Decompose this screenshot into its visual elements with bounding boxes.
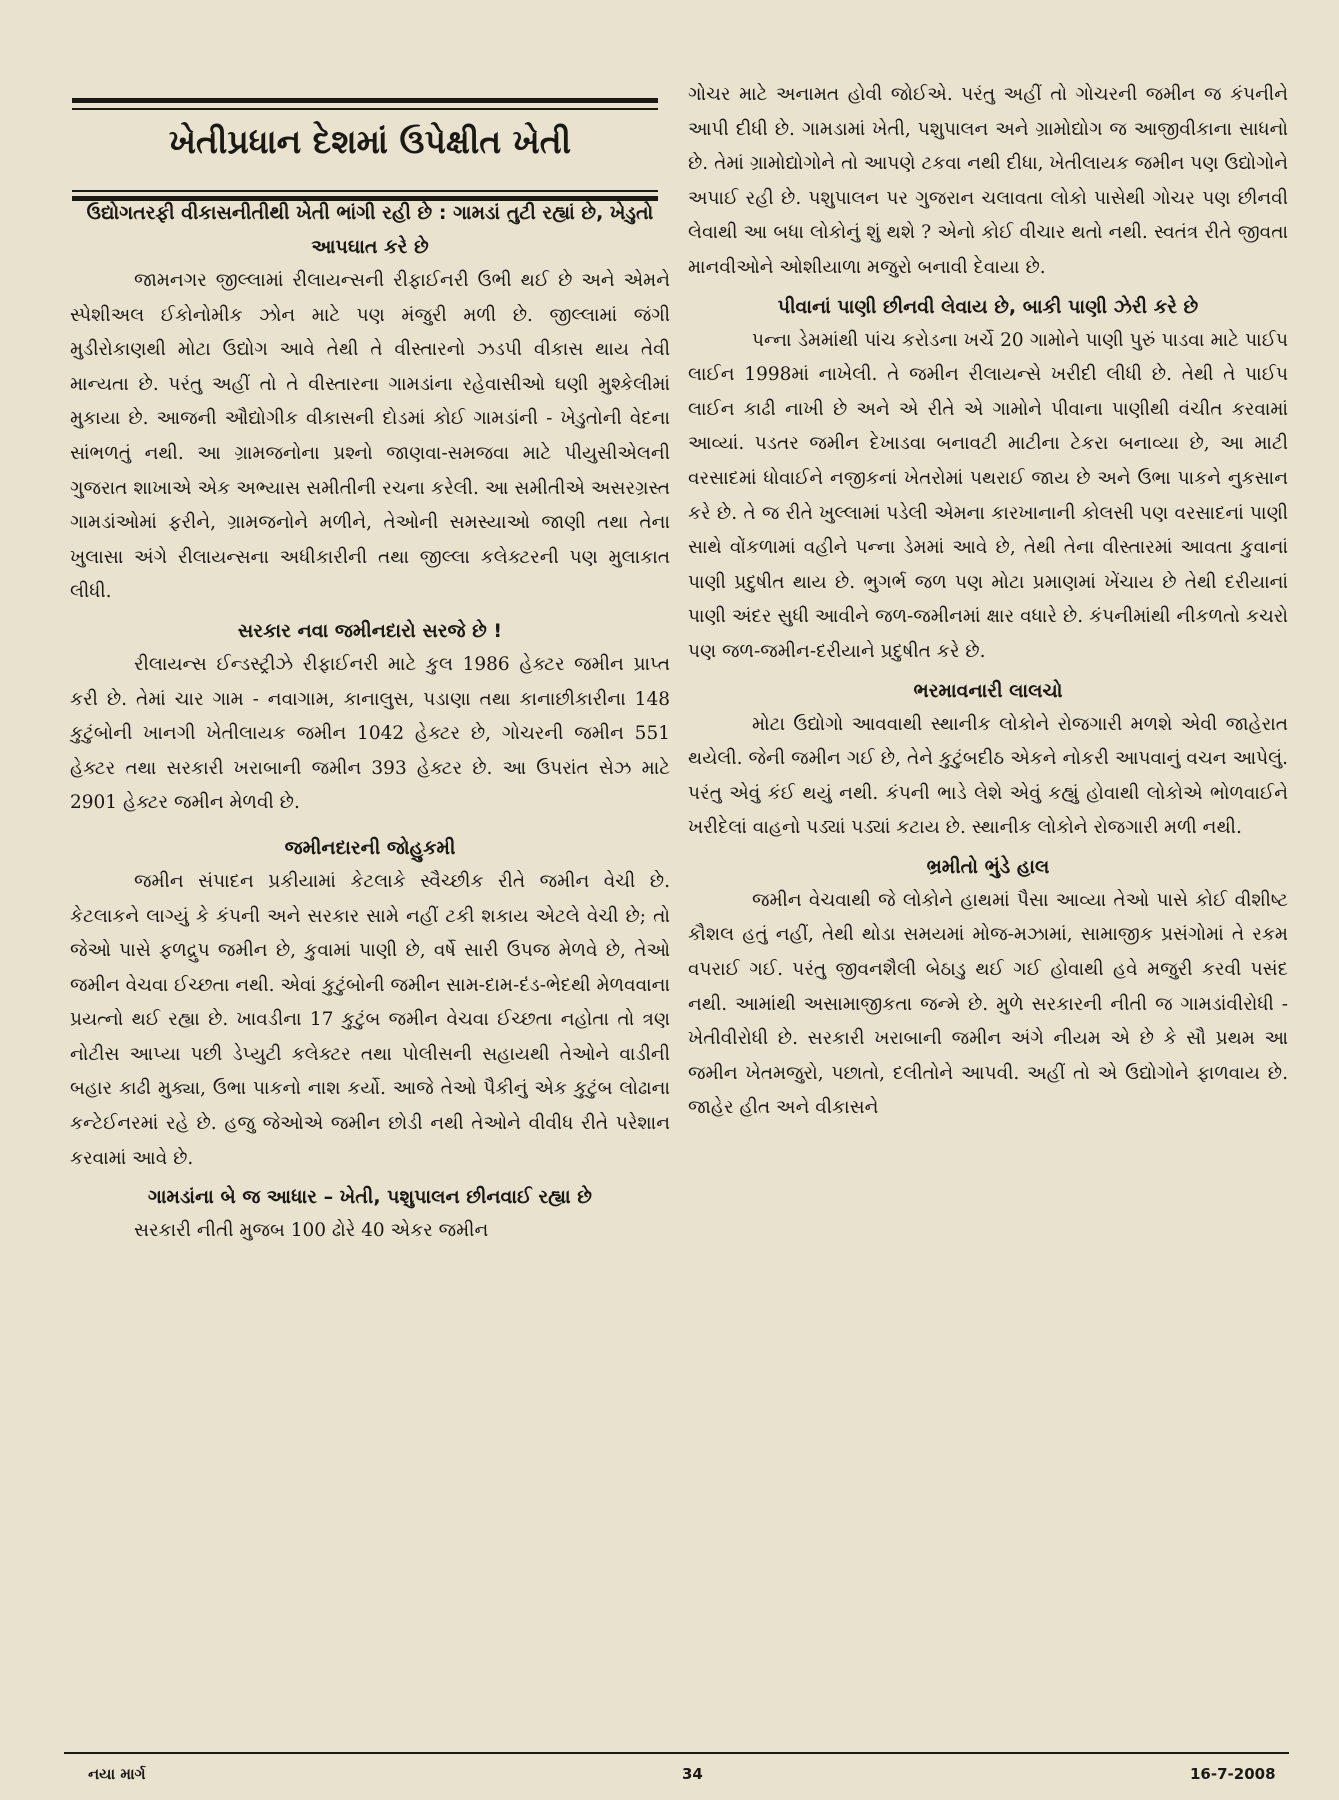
title-top-rule — [72, 98, 658, 103]
left-paragraph-4: સરકારી નીતી મુજબ 100 ઢોરે 40 એકર જમીન — [134, 1220, 489, 1242]
title-top-rule-thin — [72, 108, 658, 110]
section-heading-2: સરકાર નવા જમીનદારો સરજે છે ! — [237, 619, 503, 642]
left-paragraph-3: જમીન સંપાદન પ્રકીયામાં કેટલાકે સ્વૈચ્છીક રીતે જમીન વેચી છે. કેટલાકને લાગ્યું કે કંપની અને સરકાર સામે નહીં ટકી શકાય એટલે વેચી છે; તો જેઓ પાસે ફળદ્રુપ જમીન છે, કુવામાં પાણી છે, વર્ષે સારી ઉપજ મેળવે છે, તેઓ જમીન વેચવા ઈચ્છતા નથી. એવાં કુટુંબોની જમીન સામ-દામ-દંડ-ભેદથી મેળવવાના પ્રયત્નો થઈ રહ્યા છે. ખાવડીના 17 કુટુંબ જમીન વેચવા ઈચ્છતા નહોતા તો ત્રણ નોટીસ આપ્યા પછી ડેપ્યુટી કલેક્ટર તથા પોલીસની સહાયથી તેઓને વાડીની બહાર કાઢી મુક્યા, ઉભા પાકનો નાશ કર્યો. આજે તેઓ પૈકીનું એક કુટુંબ લોઢાના કન્ટેઈનરમાં રહે છે. હજુ જેઓએ જમીન છોડી નથી તેઓને વીવીધ રીતે પરેશાન કરવામાં આવે છે. — [70, 870, 670, 1169]
left-paragraph-2: રીલાયન્સ ઈન્ડસ્ટ્રીઝે રીફાઈનરી માટે કુલ 1986 હેક્ટર જમીન પ્રાપ્ત કરી છે. તેમાં ચાર ગામ - નવાગામ, કાનાલુસ, પડાણા તથા કાનાછીકારીના 148 કુટુંબોની ખાનગી ખેતીલાયક જમીન 1042 હેક્ટર છે, ગોચરની જમીન 551 હેક્ટર તથા સરકારી ખરાબાની જમીન 393 હેક્ટર છે. આ ઉપરાંત સેઝ માટે 2901 હેક્ટર જમીન મેળવી છે. — [70, 653, 670, 814]
right-paragraph-1: ગોચર માટે અનામત હોવી જોઈએ. પરંતુ અહીં તો ગોચરની જમીન જ કંપનીને આપી દીધી છે. ગામડામાં ખેતી, પશુપાલન અને ગ્રામોદ્યોગ જ આજીવીકાના સાધનો છે. તેમાં ગ્રામોદ્યોગોને તો આપણે ટકવા નથી દીધા, ખેતીલાયક જમીન પણ ઉદ્યોગોને અપાઈ રહી છે. પશુપાલન પર ગુજરાન ચલાવતા લોકો પાસેથી ગોચર પણ છીનવી લેવાથી આ બધા લોકોનું શું થશે ? એનો કોઈ વીચાર થતો નથી. સ્વતંત્ર રીતે જીવતા માનવીઓને ઓશીયાળા મજુરો બનાવી દેવાયા છે. — [688, 84, 1288, 278]
section-heading-1: ઉદ્યોગતરફી વીકાસનીતીથી ખેતી ભાંગી રહી છે : ગામડાં તુટી રહ્યાં છે, ખેડુતો આપઘાત કરે છે — [86, 202, 654, 258]
footer-rule — [64, 1752, 1289, 1754]
section-heading-5: પીવાનાં પાણી છીનવી લેવાય છે, બાકી પાણી ઝેરી કરે છે — [777, 295, 1199, 318]
footer-magazine-name: નયા માર્ગ — [88, 1765, 146, 1783]
left-column — [70, 116, 670, 1249]
right-paragraph-3: મોટા ઉદ્યોગો આવવાથી સ્થાનીક લોકોને રોજગારી મળશે એવી જાહેરાત થયેલી. જેની જમીન ગઈ છે, તેને કુટુંબદીઠ એકને નોકરી આપવાનું વચન આપેલું. પરંતુ એવું કંઈ થયું નથી. કંપની ભાડે લેશે એવું કહ્યું હોવાથી લોકોએ ભોળવાઈને ખરીદેલાં વાહનો પડ્યાં પડ્યાં કટાય છે. સ્થાનીક લોકોને રોજગારી મળી નથી. — [688, 713, 1288, 839]
section-heading-6: ભરમાવનારી લાલચો — [913, 679, 1063, 702]
right-column — [688, 78, 1288, 1126]
right-paragraph-2: પન્ના ડેમમાંથી પાંચ કરોડના ખર્ચે 20 ગામોને પાણી પુરું પાડવા માટે પાઈપ લાઈન 1998માં નાખેલી. તે જમીન રીલાયન્સે ખરીદી લીધી છે. તેથી તે પાઈપ લાઈન કાઢી નાખી છે અને એ રીતે એ ગામોને પીવાના પાણીથી વંચીત કરવામાં આવ્યાં. પડતર જમીન દેખાડવા બનાવટી માટીના ટેકરા બનાવ્યા છે, આ માટી વરસાદમાં ધોવાઈને નજીકનાં ખેતરોમાં પથરાઈ જાય છે અને ઉભા પાકને નુકસાન કરે છે. તે જ રીતે ખુલ્લામાં પડેલી એમના કારખાનાની કોલસી પણ વરસાદનાં પાણી સાથે વોંકળામાં વહીને પન્ના ડેમમાં આવે છે, તેથી તેના વીસ્તારમાં આવતા કુવાનાં પાણી પ્રદુષીત થાય છે. ભુગર્ભ જળ પણ મોટા પ્રમાણમાં ખેંચાય છે તેથી દરીયાનાં પાણી અંદર સુધી આવીને જળ-જમીનમાં ક્ષાર વધારે છે. કંપનીમાંથી નીકળતો કચરો પણ જળ-જમીન-દરીયાને પ્રદુષીત કરે છે. — [688, 329, 1288, 662]
right-paragraph-4: જમીન વેચવાથી જે લોકોને હાથમાં પૈસા આવ્યા તેઓ પાસે કોઈ વીશીષ્ટ કૌશલ હતું નહીં, તેથી થોડા સમયમાં મોજ-મઝામાં, સામાજીક પ્રસંગોમાં તે રકમ વપરાઈ ગઈ. પરંતુ જીવનશૈલી બેઠાડુ થઈ ગઈ હોવાથી હવે મજુરી કરવી પસંદ નથી. આમાંથી અસામાજીકતા જન્મે છે. મુળે સરકારની નીતી જ ગામડાંવીરોધી - ખેતીવીરોધી છે. સરકારી ખરાબાની જમીન અંગે નીયમ એ છે કે સૌ પ્રથમ આ જમીન ખેતમજુરો, પછાતો, દલીતોને આપવી. અહીં તો એ ઉદ્યોગોને ફાળવાય છે. જાહેર હીત અને વીકાસને — [688, 889, 1288, 1119]
footer-page-number: 34 — [682, 1765, 703, 1783]
article-title: ખેતીપ્રધાન દેશમાં ઉપેક્ષીત ખેતી — [168, 122, 572, 161]
section-heading-7: ભ્રમીતો ભુંડે હાલ — [926, 855, 1050, 878]
left-paragraph-1: જામનગર જીલ્લામાં રીલાયન્સની રીફાઈનરી ઉભી થઈ છે અને એમને સ્પેશીઅલ ઈકોનોમીક ઝોન માટે પણ મંજુરી મળી છે. જીલ્લામાં જંગી મુડીરોકાણથી મોટા ઉદ્યોગ આવે તેથી તે વીસ્તારનો ઝડપી વીકાસ થાય તેવી માન્યતા છે. પરંતુ અહીં તો તે વીસ્તારના ગામડાંના રહેવાસીઓ ઘણી મુશ્કેલીમાં મુકાયા છે. આજની ઔદ્યોગીક વીકાસની દોડમાં કોઈ ગામડાંની - ખેડુતોની વેદના સાંભળતું નથી. આ ગ્રામજનોના પ્રશ્નો જાણવા-સમજવા માટે પીયુસીએલની ગુજરાત શાખાએ એક અભ્યાસ સમીતીની રચના કરેલી. આ સમીતીએ અસરગ્રસ્ત ગામડાંઓમાં ફરીને, ગ્રામજનોને મળીને, તેઓની સમસ્યાઓ જાણી તથા તેના ખુલાસા અંગે રીલાયન્સના અધીકારીની તથા જીલ્લા કલેક્ટરની પણ મુલાકાત લીધી. — [70, 270, 670, 603]
section-heading-3: જમીનદારની જોહુકમી — [284, 836, 456, 859]
section-heading-4: ગામડાંના બે જ આધાર – ખેતી, પશુપાલન છીનવાઈ રહ્યા છે — [148, 1186, 592, 1209]
footer-date: 16-7-2008 — [1190, 1765, 1276, 1783]
